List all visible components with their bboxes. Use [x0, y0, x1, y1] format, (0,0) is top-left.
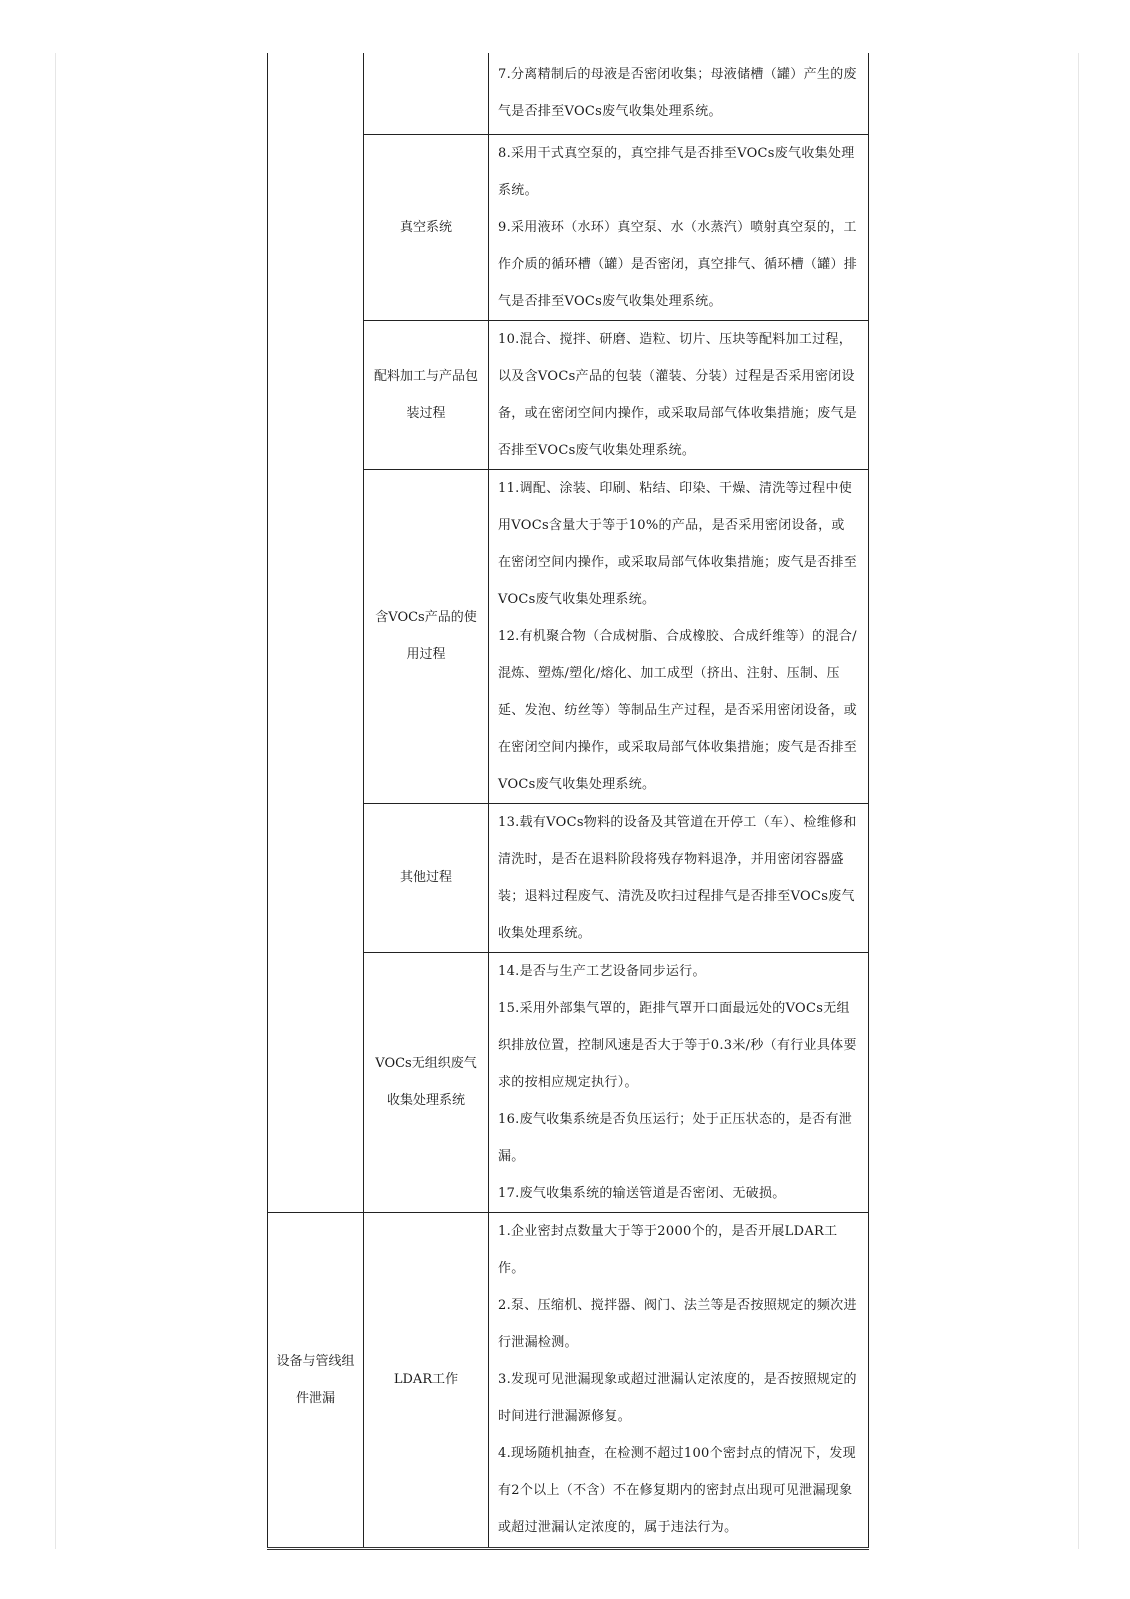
requirement-item: 14.是否与生产工艺设备同步运行。 — [498, 963, 706, 979]
inspection-table — [267, 53, 869, 1550]
table-row — [268, 53, 869, 134]
requirement-item: 8.采用干式真空泵的，真空排气是否排至VOCs废气收集处理系统。 — [498, 145, 855, 198]
requirements-cell — [489, 134, 869, 320]
requirements-cell — [489, 952, 869, 1212]
subcategory-cell: 真空系统 — [364, 134, 489, 320]
page-edge-left — [55, 53, 56, 1549]
requirement-item: 2.泵、压缩机、搅拌器、阀门、法兰等是否按照规定的频次进行泄漏检测。 — [498, 1298, 857, 1350]
requirement-item: 3.发现可见泄漏现象或超过泄漏认定浓度的，是否按照规定的时间进行泄漏源修复。 — [498, 1372, 857, 1424]
table-row — [268, 1212, 869, 1548]
requirement-item: 15.采用外部集气罩的，距排气罩开口面最远处的VOCs无组织排放位置，控制风速是否大于等于0.3米/秒（有行业具体要求的按相应规定执行）。 — [498, 1000, 857, 1090]
subcategory-cell: LDAR工作 — [364, 1212, 489, 1548]
requirement-item: 16.废气收集系统是否负压运行；处于正压状态的，是否有泄漏。 — [498, 1111, 853, 1164]
requirements-cell — [489, 53, 869, 134]
subcategory-cell: 含VOCs产品的使用过程 — [364, 469, 489, 803]
requirements-cell — [489, 320, 869, 469]
subcategory-cell: VOCs无组织废气收集处理系统 — [364, 952, 489, 1212]
requirement-item: 11.调配、涂装、印刷、粘结、印染、干燥、清洗等过程中使用VOCs含量大于等于10%的产品，是否采用密闭设备，或在密闭空间内操作，或采取局部气体收集措施；废气是否排至VOCs废气收集处理系统。 — [498, 480, 858, 607]
requirement-item: 13.载有VOCs物料的设备及其管道在开停工（车）、检维修和清洗时，是否在退料阶段将残存物料退净，并用密闭容器盛装；退料过程废气、清洗及吹扫过程排气是否排至VOCs废气收集处理系统。 — [498, 814, 857, 941]
requirement-item: 10.混合、搅拌、研磨、造粒、切片、压块等配料加工过程，以及含VOCs产品的包装（灌装、分装）过程是否采用密闭设备，或在密闭空间内操作，或采取局部气体收集措施；废气是否排至VOCs废气收集处理系统。 — [498, 331, 858, 458]
requirement-item: 17.废气收集系统的输送管道是否密闭、无破损。 — [498, 1185, 786, 1201]
requirements-cell — [489, 1212, 869, 1548]
requirement-item: 12.有机聚合物（合成树脂、合成橡胶、合成纤维等）的混合/混炼、塑炼/塑化/熔化、加工成型（挤出、注射、压制、压延、发泡、纺丝等）等制品生产过程，是否采用密闭设备，或在密闭空间内操作，或采取局部气体收集措施；废气是否排至VOCs废气收集处理系统。 — [498, 628, 858, 792]
page-edge-right — [1078, 53, 1079, 1549]
requirements-cell — [489, 469, 869, 803]
requirement-item: 4.现场随机抽查，在检测不超过100个密封点的情况下，发现有2个以上（不含）不在修复期内的密封点出现可见泄漏现象或超过泄漏认定浓度的，属于违法行为。 — [498, 1446, 856, 1535]
requirement-item: 1.企业密封点数量大于等于2000个的，是否开展LDAR工作。 — [498, 1224, 838, 1276]
requirements-cell — [489, 803, 869, 952]
subcategory-cell — [364, 53, 489, 134]
category-cell: 设备与管线组件泄漏 — [268, 1212, 364, 1548]
subcategory-cell: 其他过程 — [364, 803, 489, 952]
requirement-item: 7.分离精制后的母液是否密闭收集；母液储槽（罐）产生的废气是否排至VOCs废气收集处理系统。 — [498, 67, 857, 120]
requirement-item: 9.采用液环（水环）真空泵、水（水蒸汽）喷射真空泵的，工作介质的循环槽（罐）是否密闭，真空排气、循环槽（罐）排气是否排至VOCs废气收集处理系统。 — [498, 219, 858, 309]
category-cell-continued — [268, 53, 364, 1212]
subcategory-cell: 配料加工与产品包装过程 — [364, 320, 489, 469]
